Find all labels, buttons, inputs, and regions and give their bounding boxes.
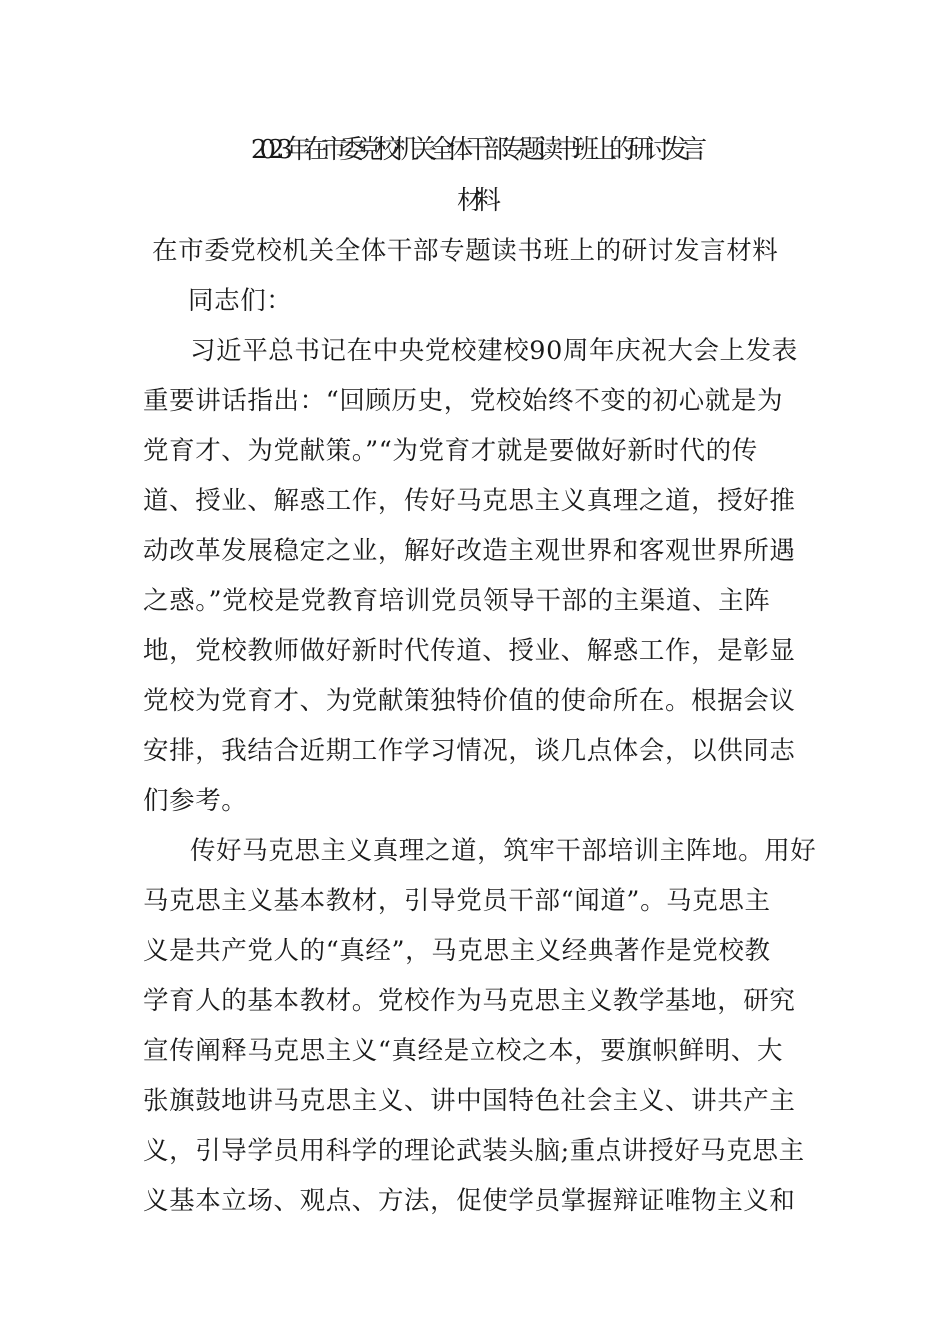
document-title-line-1: 2023年在市委党校机关全体干部专题读书班上的研讨发言 bbox=[250, 135, 700, 165]
paragraph-2-line: 传好马克思主义真理之道，筑牢干部培训主阵地。用好 bbox=[190, 836, 817, 866]
paragraph-2-line: 义，引导学员用科学的理论武装头脑;重点讲授好马克思主 bbox=[143, 1136, 805, 1166]
paragraph-1-line: 道、授业、解惑工作，传好马克思主义真理之道，授好推 bbox=[143, 486, 796, 516]
document-title-line-2: 材料 bbox=[456, 186, 493, 216]
paragraph-2-line: 宣传阐释马克思主义“真经是立校之本，要旗帜鲜明、大 bbox=[143, 1036, 784, 1066]
paragraph-1-line: 们参考。 bbox=[143, 786, 248, 816]
paragraph-2-line: 义基本立场、观点、方法，促使学员掌握辩证唯物主义和 bbox=[143, 1186, 796, 1216]
paragraph-2-line: 马克思主义基本教材，引导党员干部“闻道”。马克思主 bbox=[143, 886, 771, 916]
paragraph-1-line: 安排，我结合近期工作学习情况，谈几点体会，以供同志 bbox=[143, 736, 796, 766]
paragraph-2-line: 张旗鼓地讲马克思主义、讲中国特色社会主义、讲共产主 bbox=[143, 1086, 796, 1116]
paragraph-1-line: 地，党校教师做好新时代传道、授业、解惑工作，是彰显 bbox=[143, 636, 796, 666]
paragraph-1-line: 习近平总书记在中央党校建校90周年庆祝大会上发表 bbox=[190, 336, 798, 366]
salutation: 同志们： bbox=[188, 286, 293, 316]
paragraph-1-line: 之惑。”党校是党教育培训党员领导干部的主渠道、主阵 bbox=[143, 586, 771, 616]
paragraph-1-line: 党育才、为党献策。”“为党育才就是要做好新时代的传 bbox=[143, 436, 758, 466]
document-subtitle: 在市委党校机关全体干部专题读书班上的研讨发言材料 bbox=[152, 236, 779, 266]
paragraph-2-line: 学育人的基本教材。党校作为马克思主义教学基地，研究 bbox=[143, 986, 796, 1016]
paragraph-1-line: 动改革发展稳定之业，解好改造主观世界和客观世界所遇 bbox=[143, 536, 796, 566]
paragraph-1-line: 党校为党育才、为党献策独特价值的使命所在。根据会议 bbox=[143, 686, 796, 716]
paragraph-2-line: 义是共产党人的“真经”，马克思主义经典著作是党校教 bbox=[143, 936, 771, 966]
paragraph-1-line: 重要讲话指出：“回顾历史，党校始终不变的初心就是为 bbox=[143, 386, 784, 416]
